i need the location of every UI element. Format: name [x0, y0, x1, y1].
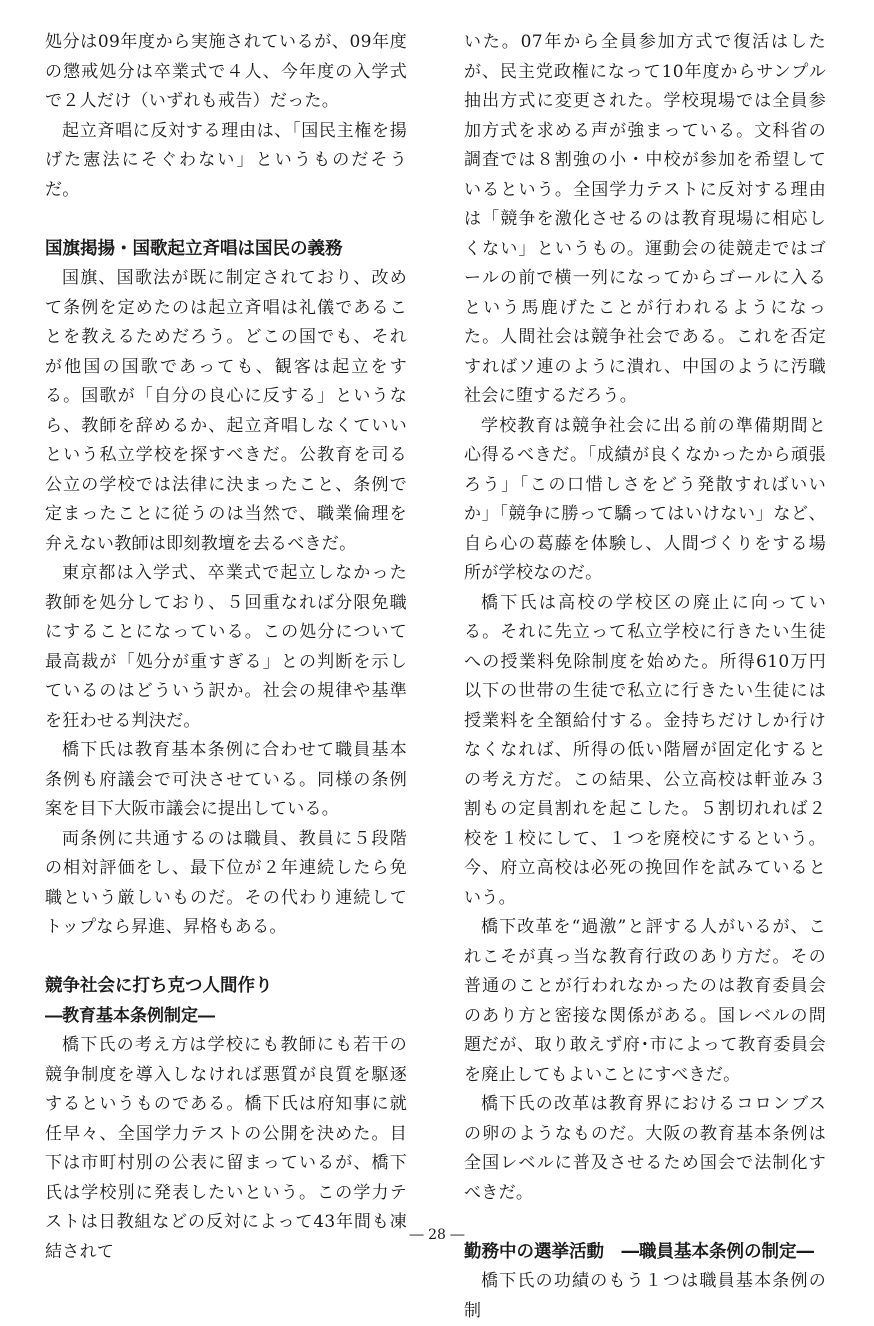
section-gap	[45, 205, 407, 235]
section-heading: 国旗掲揚・国歌起立斉唱は国民の義務	[45, 238, 343, 259]
paragraph: 学校教育は競争社会に出る前の準備期間と心得るべきだ。「成績が良くなかったから頑張ろう」「この口惜しさをどう発散すればいいか」「競争に勝って驕ってはいけない」など、自ら心の葛藤を体験し、人間づくりをする場所が学校なのだ。	[464, 415, 826, 583]
paragraph: 橋下氏の功績のもう１つは職員基本条例の制	[464, 1271, 826, 1321]
paragraph: 国旗、国歌法が既に制定されており、改めて条例を定めたのは起立斉唱は礼儀であることを教えるためだろう。どこの国でも、それが他国の国歌であっても、観客は起立をする。国歌が「自分の良心に反する」というなら、教師を辞めるか、起立斉唱しなくていいという私立学校を探すべきだ。公教育を司る公立の学校では法律に決まったこと、条例で定まったことに従うのは当然で、職業倫理を弁えない教師は即刻教壇を去るべきだ。	[45, 268, 407, 554]
paragraph: 橋下氏の考え方は学校にも教師にも若干の競争制度を導入しなければ悪質が良質を駆逐するというものである。橋下氏は府知事に就任早々、全国学力テストの公開を決めた。目下は市町村別の公表に留まっているが、橋下氏は学校別に発表したいという。この学力テストは日教組などの反対によって43年間も凍結されて	[45, 1035, 407, 1262]
section-gap	[45, 943, 407, 973]
paragraph: 橋下氏の改革は教育界におけるコロンブスの卵のようなものだ。大阪の教育基本条例は全国レベルに普及させるため国会で法制化すべきだ。	[464, 1094, 826, 1203]
section-heading: 勤務中の選挙活動 ―職員基本条例の制定―	[464, 1241, 814, 1262]
left-column	[45, 28, 407, 1267]
right-column	[464, 28, 826, 1326]
paragraph: 起立斉唱に反対する理由は、「国民主権を揚げた憲法にそぐわない」というものだそうだ。	[45, 120, 407, 200]
paragraph: 橋下氏は教育基本条例に合わせて職員基本条例も府議会で可決させている。同様の条例案を目下大阪市議会に提出している。	[45, 740, 407, 819]
paragraph: 東京都は入学式、卒業式で起立しなかった教師を処分しており、５回重なれば分限免職にすることになっている。この処分について最高裁が「処分が重すぎる」との判断を示しているのはどういう訳か。社会の規律や基準を狂わせる判決だ。	[45, 563, 407, 731]
paragraph: いた。07年から全員参加方式で復活はしたが、民主党政権になって10年度からサンプル抽出方式に変更された。学校現場では全員参加方式を求める声が強まっている。文科省の調査では８割強の小・中校が参加を希望しているという。全国学力テストに反対する理由は「競争を激化させるのは教育現場に相応しくない」というもの。運動会の徒競走ではゴールの前で横一列になってからゴールに入るという馬鹿げたことが行われるようになった。人間社会は競争社会である。これを否定すればソ連のように潰れ、中国のように汚職社会に堕するだろう。	[464, 32, 826, 406]
section-subheading: ―教育基本条例制定―	[45, 1005, 215, 1026]
page-number: ― 28 ―	[409, 1227, 465, 1243]
paragraph: 橋下改革を“過激”と評する人がいるが、これこそが真っ当な教育行政のあり方だ。その普通のことが行われなかったのは教育委員会のあり方と密接な関係がある。国レベルの問題だが、取り敢えず府･市によって教育委員会を廃止してもよいことにすべきだ。	[464, 917, 826, 1085]
paragraph: 橋下氏は高校の学校区の廃止に向っている。それに先立って私立学校に行きたい生徒への授業料免除制度を始めた。所得610万円以下の世帯の生徒で私立に行きたい生徒には授業料を全額給付する。金持ちだけしか行けなくなれば、所得の低い階層が固定化するとの考え方だ。この結果、公立高校は軒並み３割もの定員割れを起こした。５割切れれば２校を１校にして、１つを廃校にするという。今、府立高校は必死の挽回作を試みているという。	[464, 592, 826, 908]
section-heading: 競争社会に打ち克つ人間作り	[45, 976, 273, 996]
paragraph: 処分は09年度から実施されているが、09年度の懲戒処分は卒業式で４人、今年度の入学式で２人だけ（いずれも戒告）だった。	[45, 32, 407, 111]
paragraph: 両条例に共通するのは職員、教員に５段階の相対評価をし、最下位が２年連続したら免職という厳しいものだ。その代わり連続してトップなら昇進、昇格もある。	[45, 828, 407, 937]
